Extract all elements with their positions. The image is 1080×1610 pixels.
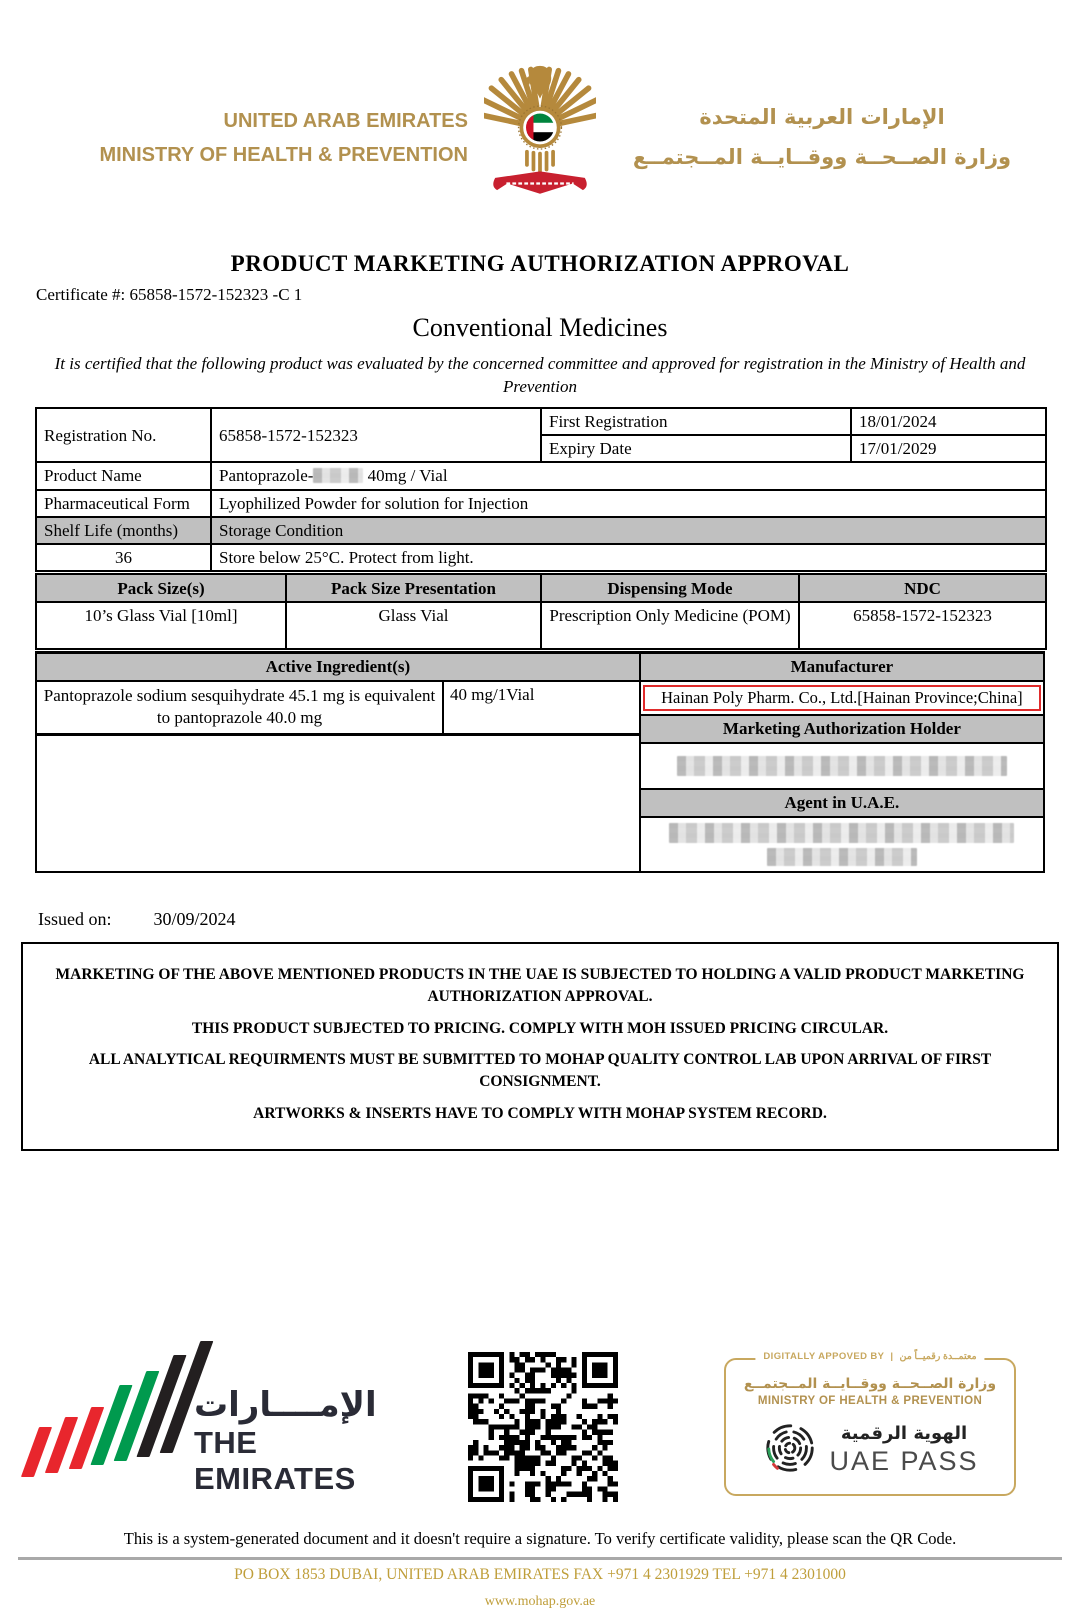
footer-divider <box>18 1557 1062 1560</box>
approved-by-ar: معتمــدة رقميــاً من <box>899 1350 977 1362</box>
product-name-suffix: 40mg / Vial <box>367 466 448 486</box>
certification-statement: It is certified that the following product was evaluated by the concerned committee and approved for registration in the Ministry of Health and Prevention <box>54 354 1026 396</box>
ndc-value: 65858-1572-152323 <box>799 602 1046 649</box>
pack-table <box>35 573 1045 650</box>
first-reg-label: First Registration <box>541 408 851 435</box>
active-ingredient-column <box>37 654 641 871</box>
ingredient-manufacturer-table <box>35 651 1045 873</box>
document-title: PRODUCT MARKETING AUTHORIZATION APPROVAL <box>230 251 850 276</box>
system-generated-note: This is a system-generated document and it doesn't require a signature. To verify certificate validity, please scan the QR Code. <box>123 1528 957 1548</box>
manufacturer-header: Manufacturer <box>641 654 1043 682</box>
pack-size-header: Pack Size(s) <box>36 574 286 602</box>
footer-logos-row <box>30 1347 1016 1507</box>
issued-on-date: 30/09/2024 <box>153 909 236 930</box>
expiry-date: 17/01/2029 <box>851 435 1046 462</box>
storage-value: Store below 25°C. Protect from light. <box>211 544 1046 571</box>
notice-box <box>21 942 1059 1150</box>
pharma-form-label: Pharmaceutical Form <box>36 490 211 517</box>
issued-on-label: Issued on: <box>38 909 112 930</box>
ingredient-strength: 40 mg/1Vial <box>450 685 535 705</box>
ministry-name-english <box>48 104 468 172</box>
notice-2: THIS PRODUCT SUBJECTED TO PRICING. COMPLY WITH MOH ISSUED PRICING CIRCULAR. <box>191 1019 889 1037</box>
expiry-label: Expiry Date <box>541 435 851 462</box>
certificate-number: Certificate #: 65858-1572-152323 -C 1 <box>36 285 303 304</box>
pack-presentation-value: Glass Vial <box>286 602 541 649</box>
emirates-flag-bars-icon <box>30 1347 188 1507</box>
product-name-prefix: Pantoprazole- <box>219 466 314 486</box>
ingredient-description: Pantoprazole sodium sesquihydrate 45.1 mg is equivalent to pantoprazole 40.0 mg <box>37 682 444 732</box>
org-ar-line1: الإمارات العربية المتحدة <box>699 104 945 129</box>
manufacturer-row <box>641 682 1043 716</box>
product-name-value <box>211 462 1046 489</box>
digital-identity-arabic: الهوية الرقمية <box>840 1423 968 1444</box>
redacted-mah-name <box>677 756 1007 776</box>
redacted-brand-name <box>313 468 363 483</box>
header <box>0 0 1080 211</box>
dispensing-mode-header: Dispensing Mode <box>541 574 799 602</box>
uae-pass-label: UAE PASS <box>829 1446 979 1476</box>
footer-website: www.mohap.gov.ae <box>484 1593 596 1609</box>
reg-no-label: Registration No. <box>36 408 211 463</box>
pharma-form-value: Lyophilized Powder for solution for Injection <box>211 490 1046 517</box>
ndc-header: NDC <box>799 574 1046 602</box>
the-emirates-logo <box>30 1347 402 1507</box>
org-ar-line2: وزارة الصــحــة ووقــايــة المــجتمــع <box>632 144 1012 169</box>
reg-no-value: 65858-1572-152323 <box>211 408 541 463</box>
manufacturer-column <box>641 654 1043 871</box>
org-line1: UNITED ARAB EMIRATES <box>223 109 468 132</box>
uae-pass-stamp <box>724 1350 1016 1496</box>
digitally-approved-label <box>755 1351 984 1362</box>
footer-address: PO BOX 1853 DUBAI, UNITED ARAB EMIRATES FAX +971 4 2301929 TEL +971 4 2301000 <box>234 1565 846 1583</box>
redacted-agent-line1 <box>669 823 1014 843</box>
agent-value-rows <box>641 818 1043 871</box>
registration-table <box>35 407 1045 573</box>
mah-header: Marketing Authorization Holder <box>641 716 1043 744</box>
notice-3: ALL ANALYTICAL REQUIRMENTS MUST BE SUBMITTED TO MOHAP QUALITY CONTROL LAB UPON ARRIVAL OF FIRST CONSIGNMENT. <box>88 1051 992 1091</box>
shelf-life-value: 36 <box>36 544 211 571</box>
first-reg-date: 18/01/2024 <box>851 408 1046 435</box>
pack-presentation-header: Pack Size Presentation <box>286 574 541 602</box>
approved-by-separator: | <box>890 1350 894 1362</box>
verification-qr-code <box>468 1352 618 1502</box>
product-name-label: Product Name <box>36 462 211 489</box>
category-subtitle: Conventional Medicines <box>412 313 668 342</box>
org-line2: MINISTRY OF HEALTH & PREVENTION <box>99 143 468 166</box>
ingredient-row <box>37 682 639 735</box>
uaepass-ministry-arabic: وزارة الصــحــة ووقــايــة المــجتمــع <box>743 1375 997 1392</box>
emirates-arabic-label: الإمــــارات <box>193 1385 377 1426</box>
shelf-life-label: Shelf Life (months) <box>36 517 211 544</box>
emirates-english-label: THE EMIRATES <box>193 1424 356 1496</box>
approved-by-en: DIGITALLY APPOVED BY <box>763 1350 885 1362</box>
agent-header: Agent in U.A.E. <box>641 790 1043 818</box>
redacted-agent-line2 <box>767 848 917 866</box>
manufacturer-name-highlighted: Hainan Poly Pharm. Co., Ltd.[Hainan Province;China] <box>643 685 1041 711</box>
ministry-name-arabic <box>612 98 1032 178</box>
notice-4: ARTWORKS & INSERTS HAVE TO COMPLY WITH MOHAP SYSTEM RECORD. <box>253 1104 827 1122</box>
uaepass-wordmark <box>829 1423 978 1477</box>
uae-falcon-emblem-icon <box>484 64 596 211</box>
issued-on-row <box>38 909 1080 930</box>
mah-value-row <box>641 744 1043 790</box>
notice-1: MARKETING OF THE ABOVE MENTIONED PRODUCTS IN THE UAE IS SUBJECTED TO HOLDING A VALID PRODUCT MARKETING AUTHORIZATION APPROVAL. <box>55 966 1025 1006</box>
emirates-logo-text <box>194 1387 402 1506</box>
pack-size-value: 10’s Glass Vial [10ml] <box>36 602 286 649</box>
dispensing-mode-value: Prescription Only Medicine (POM) <box>541 602 799 649</box>
fingerprint-icon <box>761 1419 819 1482</box>
active-ingredient-header: Active Ingredient(s) <box>37 654 639 682</box>
storage-label: Storage Condition <box>211 517 1046 544</box>
ingredient-empty-area <box>37 736 639 872</box>
uaepass-ministry-english: MINISTRY OF HEALTH & PREVENTION <box>757 1394 983 1407</box>
